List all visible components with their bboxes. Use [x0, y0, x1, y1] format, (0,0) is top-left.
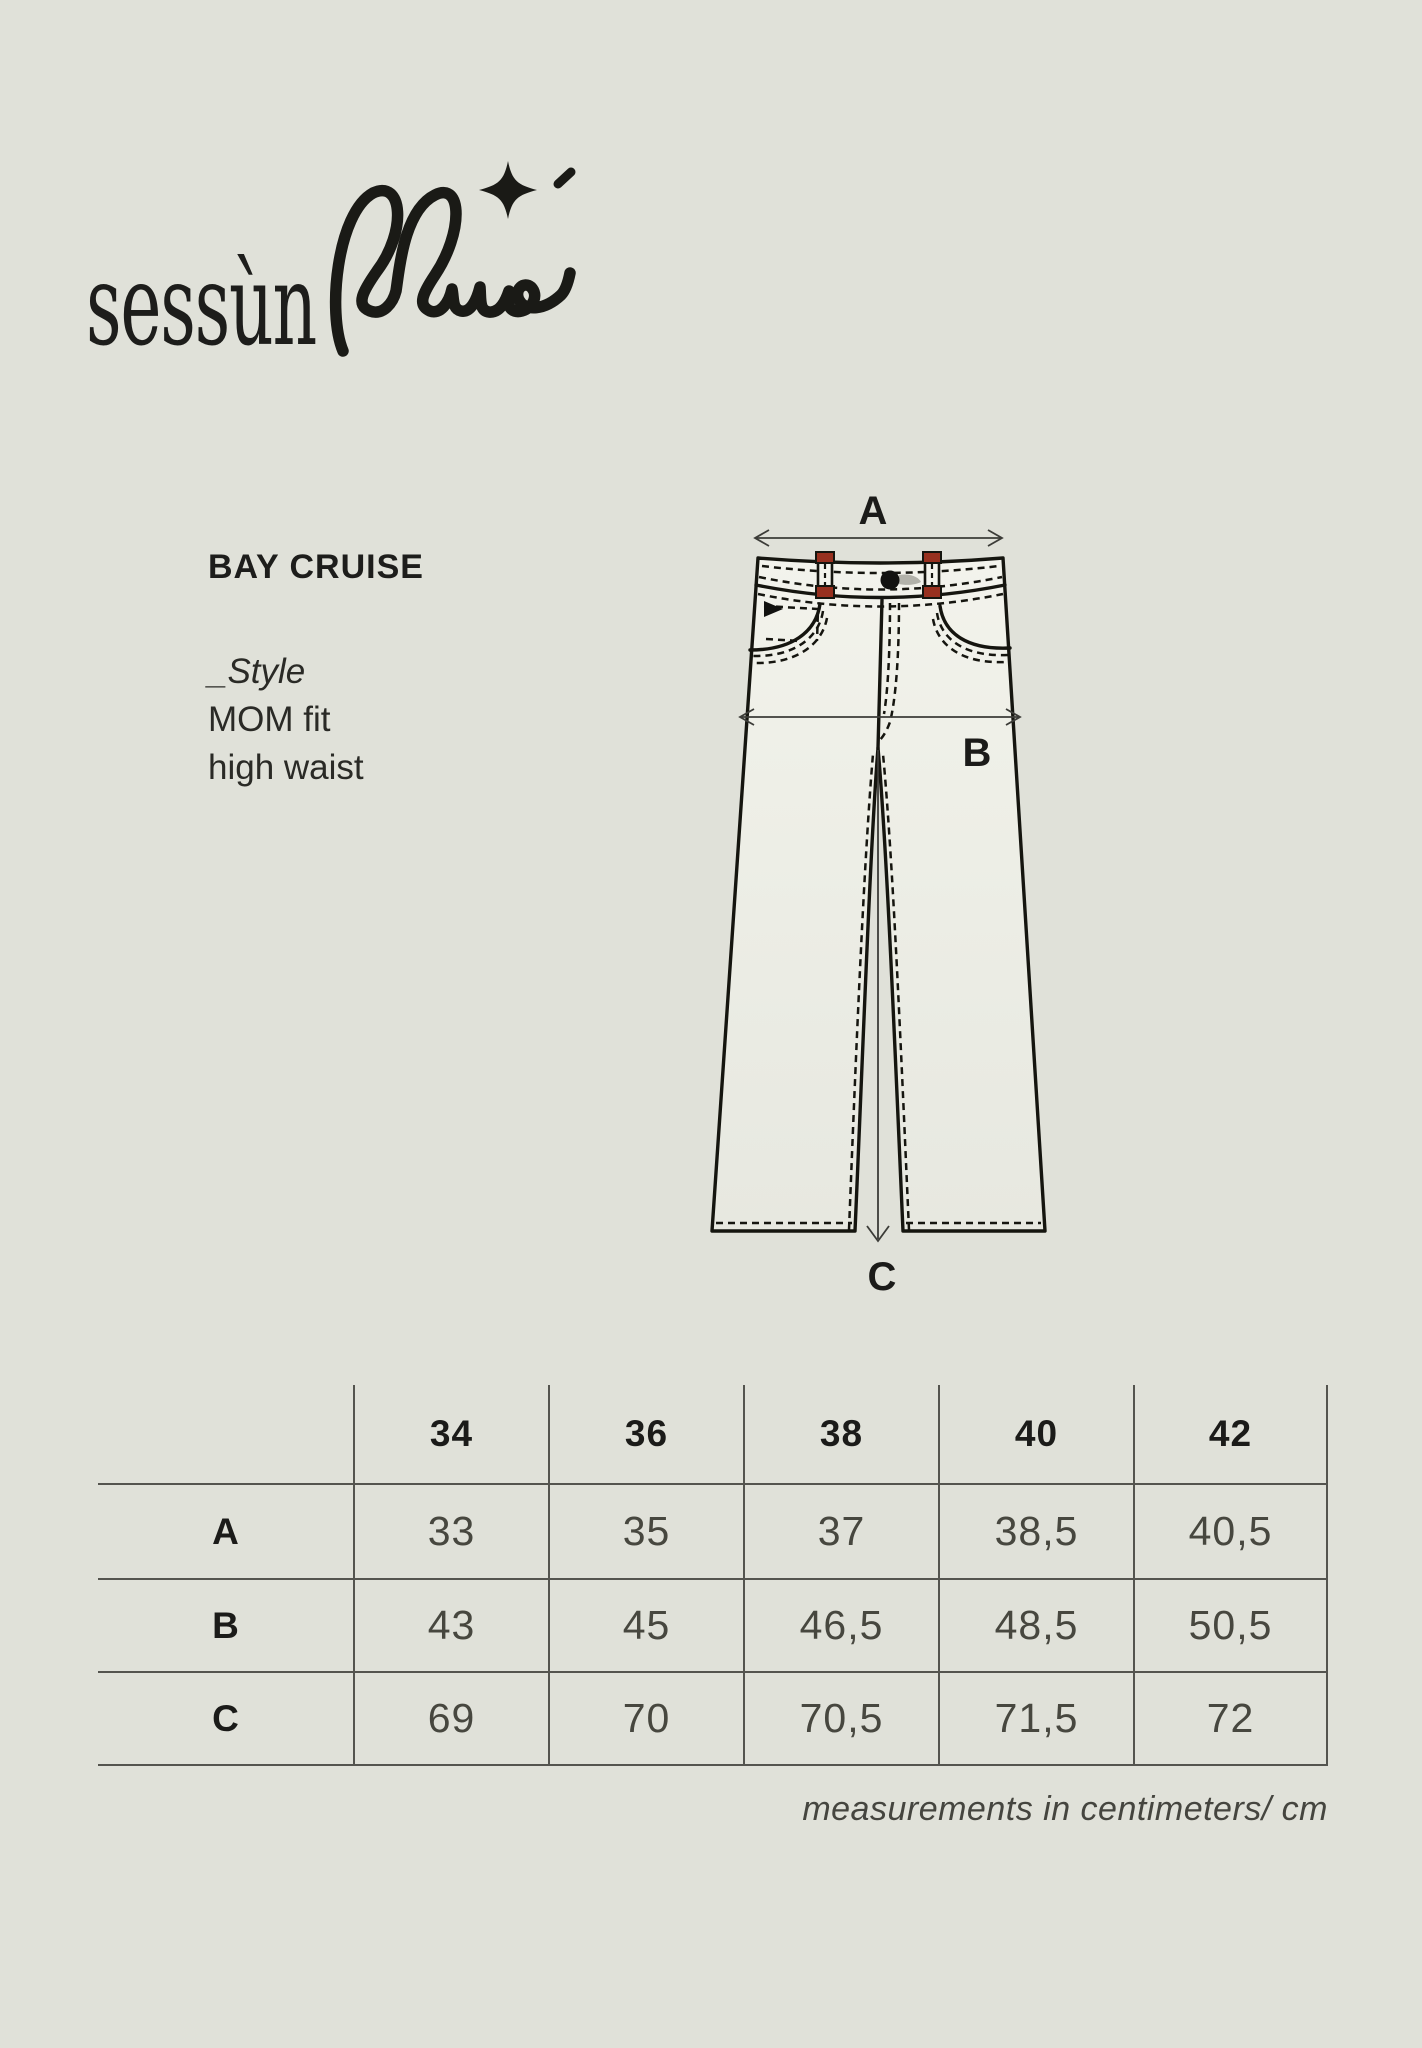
measure-label-c: C — [867, 1255, 897, 1299]
table-cell: 35 — [548, 1483, 743, 1578]
size-column-header: 36 — [548, 1385, 743, 1483]
blue-script-logo — [325, 153, 593, 371]
table-cell: 40,5 — [1133, 1483, 1328, 1578]
table-cell: 70 — [548, 1671, 743, 1766]
table-cell: 48,5 — [938, 1578, 1133, 1671]
style-heading: _Style — [208, 652, 306, 691]
measure-label-b: B — [962, 731, 992, 775]
size-table — [98, 1385, 1328, 1766]
table-cell: 45 — [548, 1578, 743, 1671]
table-cell: 46,5 — [743, 1578, 938, 1671]
table-cell: 38,5 — [938, 1483, 1133, 1578]
row-label-a: A — [98, 1483, 353, 1578]
style-fit: MOM fit — [208, 700, 331, 739]
jeans-technical-drawing — [690, 490, 1070, 1305]
table-cell: 71,5 — [938, 1671, 1133, 1766]
size-column-header: 42 — [1133, 1385, 1328, 1483]
table-cell: 72 — [1133, 1671, 1328, 1766]
size-column-header: 34 — [353, 1385, 548, 1483]
sparkle-icon — [479, 161, 537, 219]
measure-label-a: A — [858, 490, 888, 533]
table-cell: 70,5 — [743, 1671, 938, 1766]
table-cell: 33 — [353, 1483, 548, 1578]
product-title: BAY CRUISE — [208, 548, 424, 586]
belt-loop-right — [923, 552, 941, 598]
row-label-c: C — [98, 1671, 353, 1766]
script-accent-tick — [558, 172, 571, 184]
style-waist: high waist — [208, 748, 364, 787]
size-column-header: 38 — [743, 1385, 938, 1483]
blue-script-stroke — [336, 191, 570, 351]
belt-loop-left — [816, 552, 834, 598]
jeans-button — [881, 571, 900, 590]
brand-wordmark: sessùn — [86, 241, 317, 371]
units-footnote: measurements in centimeters/ cm — [802, 1790, 1328, 1828]
table-cell: 50,5 — [1133, 1578, 1328, 1671]
table-cell: 37 — [743, 1483, 938, 1578]
table-cell: 69 — [353, 1671, 548, 1766]
size-column-header: 40 — [938, 1385, 1133, 1483]
style-block — [208, 648, 364, 792]
table-cell: 43 — [353, 1578, 548, 1671]
row-label-b: B — [98, 1578, 353, 1671]
table-corner-cell — [98, 1385, 353, 1483]
